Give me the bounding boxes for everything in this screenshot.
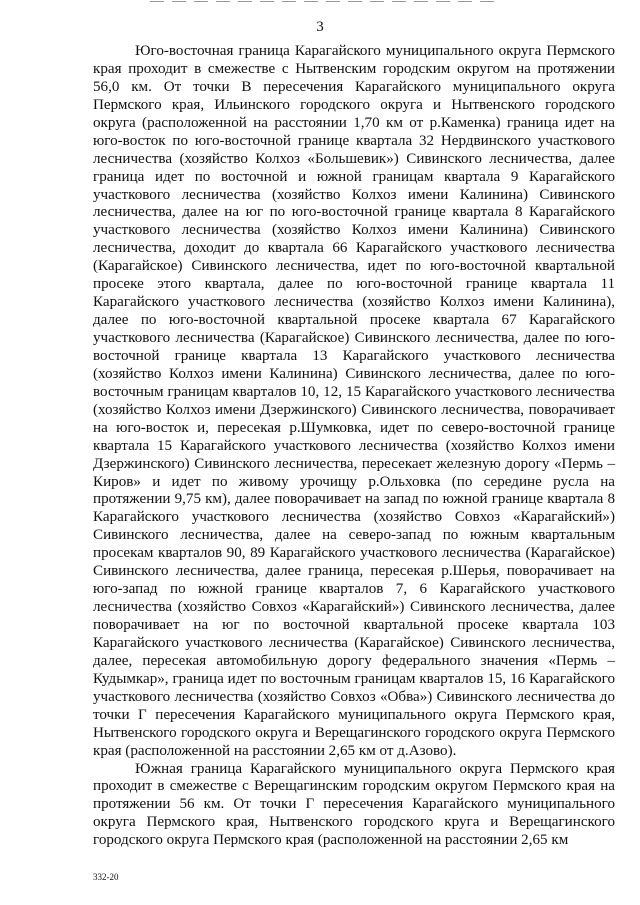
document-body [93, 43, 615, 850]
paragraph-southeast-border: Юго-восточная граница Карагайского муниципального округа Пермского края проходит в смежестве с Нытвенским городским округом на протяжении 56,0 км. От точки В пересечения Карагайского муниципального округа Пермского края, Ильинского городского округа и Нытвенского городского округа (расположенной на расстоянии 1,70 км от р.Каменка) граница идет на юго-восток по юго-восточной границе квартала 32 Нердвинского участкового лесничества (хозяйство Колхоз «Большевик») Сивинского лесничества, далее граница идет по восточной и южной границам квартала 9 Карагайского участкового лесничества (хозяйство Колхоз имени Калинина) Сивинского лесничества, далее на юг по юго-восточной границе квартала 8 Карагайского участкового лесничества (хозяйство Колхоз имени Калинина) Сивинского лесничества, доходит до квартала 66 Карагайского участкового лесничества (Карагайское) Сивинского лесничества, идет по юго-восточной квартальной просеке этого квартала, далее по юго-восточной границе квартала 11 Карагайского участкового лесничества (хозяйство Колхоз имени Калинина), далее по юго-восточной квартальной просеке квартала 67 Карагайского участкового лесничества (Карагайское) Сивинского лесничества, далее по юго-восточной границе квартала 13 Карагайского участкового лесничества (хозяйство Колхоз имени Калинина) Сивинского лесничества, далее по юго-восточным границам кварталов 10, 12, 15 Карагайского участкового лесничества (хозяйство Колхоз имени Дзержинского) Сивинского лесничества, поворачивает на юго-восток и, пересекая р.Шумковка, идет по северо-восточной границе квартала 15 Карагайского участкового лесничества (хозяйство Колхоз имени Дзержинского) Сивинского лесничества, пересекает железную дорогу «Пермь – Киров» и идет по живому урочищу р.Ольховка (по середине русла на протяжении 9,75 км), далее поворачивает на запад по южной границе квартала 8 Карагайского участкового лесничества (хозяйство Совхоз «Карагайский») Сивинского лесничества, далее на северо-запад по южным квартальным просекам кварталов 90, 89 Карагайского участкового лесничества (Карагайское) Сивинского лесничества, далее граница, пересекая р.Шерья, поворачивает на юго-запад по южной границе кварталов 7, 6 Карагайского участкового лесничества (хозяйство Совхоз «Карагайский») Сивинского лесничества, далее поворачивает на юг по восточной квартальной просеке квартала 103 Карагайского участкового лесничества (Карагайское) Сивинского лесничества, далее, пересекая автомобильную дорогу федерального значения «Пермь – Кудымкар», граница идет по восточным границам кварталов 15, 16 Карагайского участкового лесничества (хозяйство Совхоз «Обва») Сивинского лесничества до точки Г пересечения Карагайского муниципального округа Пермского края, Нытвенского городского округа и Верещагинского городского округа Пермского края (расположенной на расстоянии 2,65 км от д.Азово). [93, 43, 615, 759]
top-edge-rule [150, 1, 500, 2]
page-number: 3 [316, 19, 324, 35]
document-code: 332-20 [93, 872, 119, 882]
paragraph-south-border: Южная граница Карагайского муниципального округа Пермского края проходит в смежестве с Верещагинским городским округом Пермского края на протяжении 56 км. От точки Г пересечения Карагайского муниципального округа Пермского края, Нытвенского городского круга и Верещагинского городского округа Пермского края (расположенной на расстоянии 2,65 км [93, 760, 615, 849]
